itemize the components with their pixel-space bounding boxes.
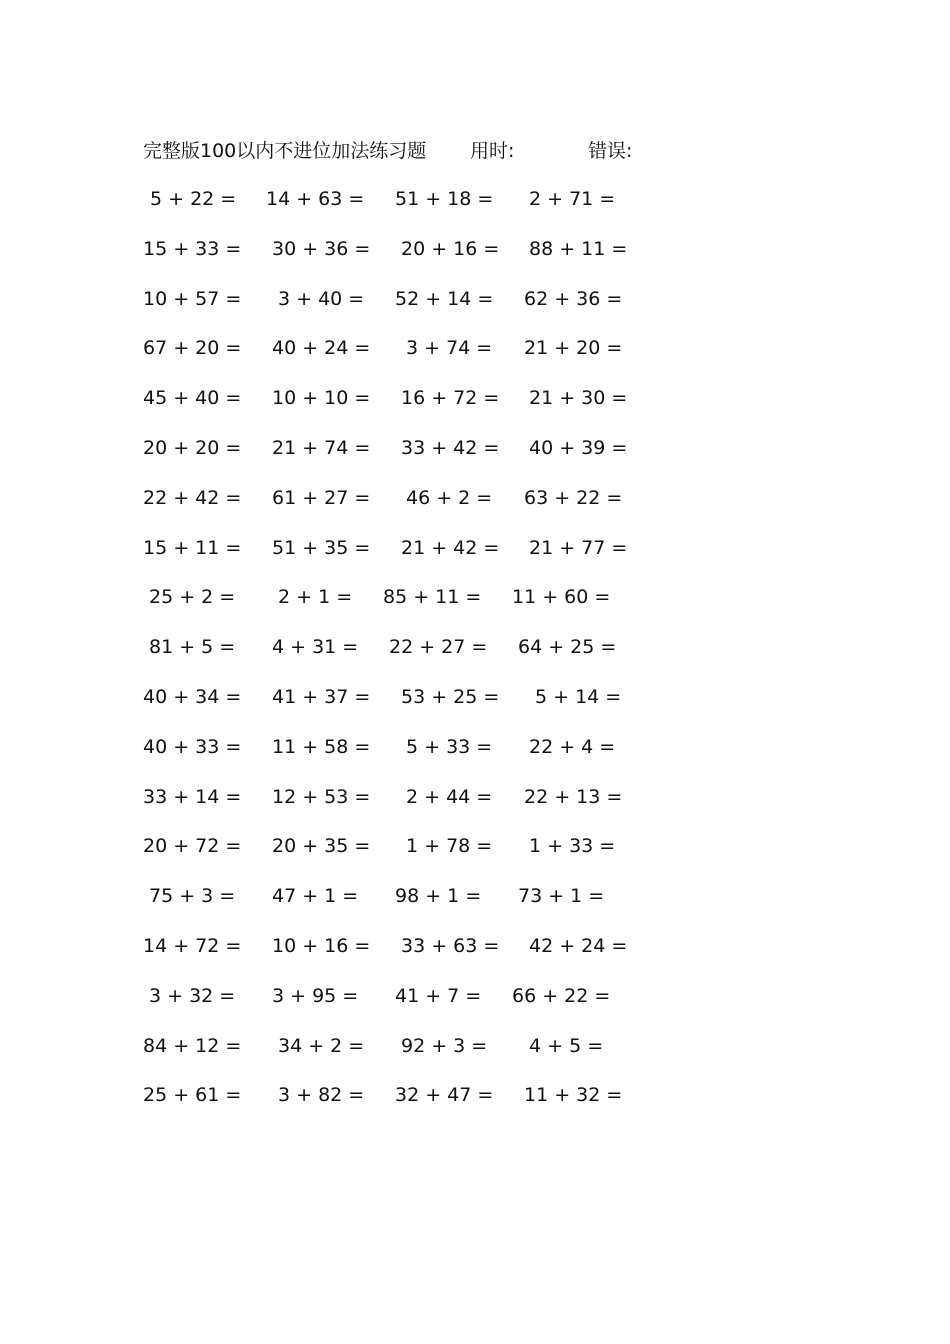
problem-r14-c2: 20 + 35 =	[272, 835, 371, 857]
problem-r19-c2: 3 + 82 =	[278, 1084, 365, 1106]
problem-r1-c2: 14 + 63 =	[266, 188, 365, 210]
problem-r18-c3: 92 + 3 =	[401, 1035, 488, 1057]
problem-r15-c1: 75 + 3 =	[149, 885, 236, 907]
problem-r3-c4: 62 + 36 =	[524, 288, 623, 310]
problem-r8-c3: 21 + 42 =	[401, 537, 500, 559]
problem-r11-c1: 40 + 34 =	[143, 686, 242, 708]
problem-r8-c4: 21 + 77 =	[529, 537, 628, 559]
problem-r7-c3: 46 + 2 =	[406, 487, 493, 509]
worksheet-title: 完整版100以内不进位加法练习题	[143, 140, 427, 162]
problem-r6-c4: 40 + 39 =	[529, 437, 628, 459]
problem-r17-c3: 41 + 7 =	[395, 985, 482, 1007]
problem-r16-c2: 10 + 16 =	[272, 935, 371, 957]
problem-r12-c1: 40 + 33 =	[143, 736, 242, 758]
problem-r18-c2: 34 + 2 =	[278, 1035, 365, 1057]
problem-r5-c4: 21 + 30 =	[529, 387, 628, 409]
problem-r10-c1: 81 + 5 =	[149, 636, 236, 658]
errors-label: 错误:	[588, 140, 633, 162]
problem-r9-c1: 25 + 2 =	[149, 586, 236, 608]
problem-r6-c1: 20 + 20 =	[143, 437, 242, 459]
problem-r4-c2: 40 + 24 =	[272, 337, 371, 359]
problem-r13-c1: 33 + 14 =	[143, 786, 242, 808]
problem-r12-c4: 22 + 4 =	[529, 736, 616, 758]
problem-r12-c2: 11 + 58 =	[272, 736, 371, 758]
problem-r19-c1: 25 + 61 =	[143, 1084, 242, 1106]
problem-r15-c4: 73 + 1 =	[518, 885, 605, 907]
problem-r3-c2: 3 + 40 =	[278, 288, 365, 310]
problem-r2-c2: 30 + 36 =	[272, 238, 371, 260]
problem-r15-c3: 98 + 1 =	[395, 885, 482, 907]
problem-r3-c3: 52 + 14 =	[395, 288, 494, 310]
problem-r2-c4: 88 + 11 =	[529, 238, 628, 260]
time-used-label: 用时:	[470, 140, 515, 162]
problem-r6-c3: 33 + 42 =	[401, 437, 500, 459]
problem-r11-c4: 5 + 14 =	[535, 686, 622, 708]
problem-r10-c2: 4 + 31 =	[272, 636, 359, 658]
problem-r7-c1: 22 + 42 =	[143, 487, 242, 509]
problem-r8-c1: 15 + 11 =	[143, 537, 242, 559]
problem-r3-c1: 10 + 57 =	[143, 288, 242, 310]
problem-r18-c1: 84 + 12 =	[143, 1035, 242, 1057]
problem-r1-c1: 5 + 22 =	[150, 188, 237, 210]
problem-r7-c4: 63 + 22 =	[524, 487, 623, 509]
problem-r11-c2: 41 + 37 =	[272, 686, 371, 708]
problem-r1-c4: 2 + 71 =	[529, 188, 616, 210]
problem-r9-c4: 11 + 60 =	[512, 586, 611, 608]
problem-r10-c3: 22 + 27 =	[389, 636, 488, 658]
problem-r9-c2: 2 + 1 =	[278, 586, 353, 608]
problem-r7-c2: 61 + 27 =	[272, 487, 371, 509]
problem-r2-c3: 20 + 16 =	[401, 238, 500, 260]
problem-r13-c2: 12 + 53 =	[272, 786, 371, 808]
problem-r6-c2: 21 + 74 =	[272, 437, 371, 459]
problem-r4-c1: 67 + 20 =	[143, 337, 242, 359]
problem-r9-c3: 85 + 11 =	[383, 586, 482, 608]
problem-r16-c1: 14 + 72 =	[143, 935, 242, 957]
problem-r4-c4: 21 + 20 =	[524, 337, 623, 359]
problem-r5-c1: 45 + 40 =	[143, 387, 242, 409]
problem-r14-c3: 1 + 78 =	[406, 835, 493, 857]
problem-r17-c4: 66 + 22 =	[512, 985, 611, 1007]
problem-r4-c3: 3 + 74 =	[406, 337, 493, 359]
problem-r16-c4: 42 + 24 =	[529, 935, 628, 957]
problem-r13-c3: 2 + 44 =	[406, 786, 493, 808]
problem-r5-c2: 10 + 10 =	[272, 387, 371, 409]
problem-r12-c3: 5 + 33 =	[406, 736, 493, 758]
problem-r19-c3: 32 + 47 =	[395, 1084, 494, 1106]
problem-r14-c1: 20 + 72 =	[143, 835, 242, 857]
problem-r13-c4: 22 + 13 =	[524, 786, 623, 808]
problem-r17-c1: 3 + 32 =	[149, 985, 236, 1007]
problem-r14-c4: 1 + 33 =	[529, 835, 616, 857]
problem-r11-c3: 53 + 25 =	[401, 686, 500, 708]
problem-r19-c4: 11 + 32 =	[524, 1084, 623, 1106]
problem-r16-c3: 33 + 63 =	[401, 935, 500, 957]
problem-r10-c4: 64 + 25 =	[518, 636, 617, 658]
problem-r17-c2: 3 + 95 =	[272, 985, 359, 1007]
problem-r8-c2: 51 + 35 =	[272, 537, 371, 559]
problem-r18-c4: 4 + 5 =	[529, 1035, 604, 1057]
problem-r2-c1: 15 + 33 =	[143, 238, 242, 260]
problem-r1-c3: 51 + 18 =	[395, 188, 494, 210]
problem-r15-c2: 47 + 1 =	[272, 885, 359, 907]
problem-r5-c3: 16 + 72 =	[401, 387, 500, 409]
